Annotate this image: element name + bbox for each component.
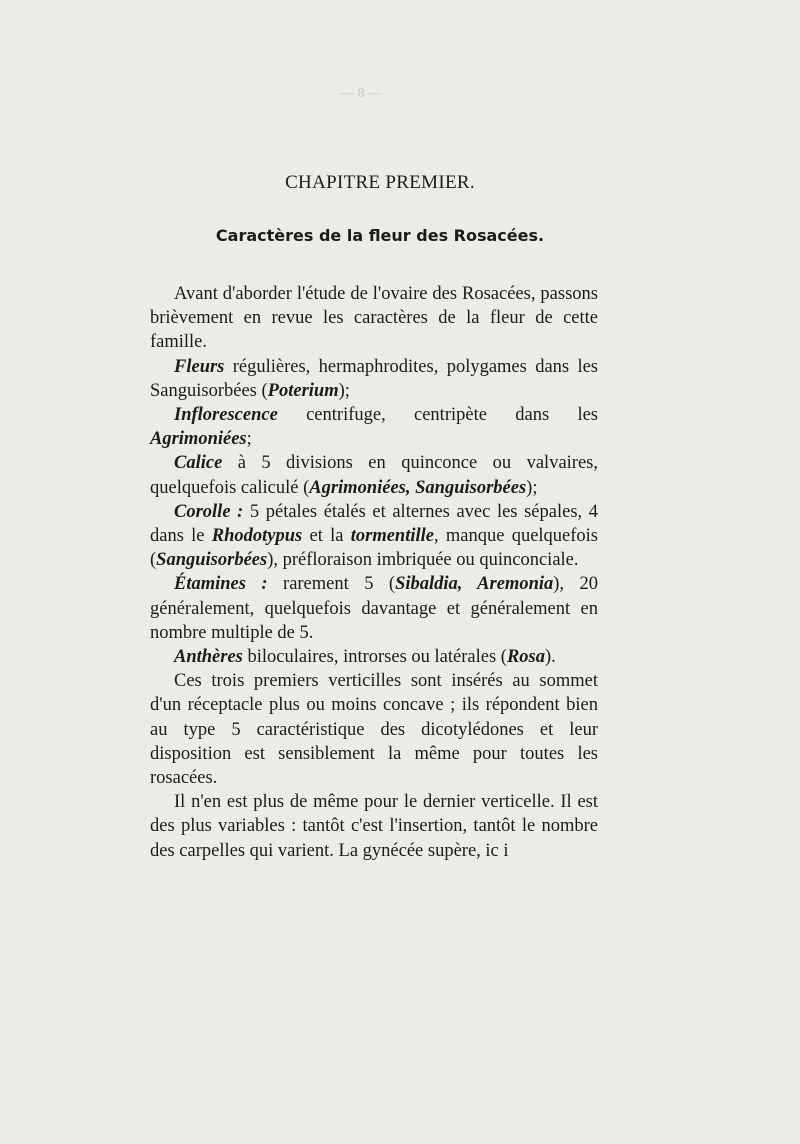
paragraph-calice: [150, 451, 598, 499]
paragraph-corolle: [150, 500, 598, 573]
term-genus: Sibaldia, Aremonia: [395, 574, 554, 595]
term-fleurs: Fleurs: [174, 356, 225, 377]
term-genus: Rosa: [506, 647, 545, 668]
term-genus: Agrimoniées, Sanguisorbées: [309, 477, 527, 498]
page-number: — 8 —: [340, 86, 382, 101]
paragraph-text: ), préfloraison imbriquée ou quinconciale.: [267, 550, 579, 571]
term-genus: Poterium: [267, 380, 339, 401]
term-antheres: Anthères: [174, 647, 243, 668]
paragraph-text: régulières, hermaphrodites, polygames dans les Sanguisorbées (: [150, 356, 598, 401]
term-etamines: Étamines :: [174, 574, 268, 595]
paragraph-text: biloculaires, introrses ou latérales (: [242, 647, 507, 668]
paragraph-text: ), 20 généralement, quelquefois davantage et généralement en nombre multiple de 5.: [150, 574, 598, 643]
paragraph-text: et la: [302, 526, 351, 547]
paragraph-verticilles: Ces trois premiers verticilles sont insérés au sommet d'un réceptacle plus ou moins concave ; ils répondent bien au type 5 caractéristique des dicotylédones et leur disposition est sensiblement la même pour toutes les rosacées.: [150, 671, 598, 789]
paragraph-text: ).: [545, 647, 556, 668]
term-genus: Agrimoniées: [150, 429, 247, 450]
term-genus: Rhodotypus: [211, 526, 303, 547]
paragraph-text: , manque quelquefois (: [150, 526, 599, 571]
paragraph-dernier-verticelle: Il n'en est plus de même pour le dernier verticelle. Il est des plus variables : tantôt c'est l'insertion, tantôt le nombre des carpelles qui varient. La gynécée supère, ic i: [150, 792, 598, 861]
chapter-title: CHAPITRE PREMIER.: [285, 172, 475, 193]
paragraph-etamines: [150, 572, 598, 645]
paragraph-text: rarement 5 (: [267, 574, 396, 595]
section-title: Caractères de la fleur des Rosacées.: [215, 226, 545, 245]
paragraph-inflorescence: [150, 403, 598, 451]
term-genus: tormentille: [350, 526, 434, 547]
paragraph-antheres: [150, 645, 598, 669]
term-corolle: Corolle :: [174, 501, 244, 522]
term-inflorescence: Inflorescence: [174, 405, 278, 426]
paragraph-intro: Avant d'aborder l'étude de l'ovaire des Rosacées, passons brièvement en revue les caractères de la fleur de cette famille.: [150, 284, 598, 353]
term-calice: Calice: [174, 453, 223, 474]
paragraph-text: );: [338, 380, 350, 401]
term-genus: Sanguisorbées: [156, 550, 268, 571]
paragraph-text: );: [526, 477, 538, 498]
paragraph-fleurs: [150, 355, 598, 403]
body-text: [150, 282, 598, 863]
paragraph-text: 5 pétales étalés et alternes avec les sépales, 4 dans le: [150, 501, 598, 547]
paragraph-text: centrifuge, centripète dans les: [277, 405, 598, 426]
paragraph-text: ;: [246, 429, 252, 450]
paragraph-text: à 5 divisions en quinconce ou valvaires, quelquefois caliculé (: [150, 453, 598, 498]
